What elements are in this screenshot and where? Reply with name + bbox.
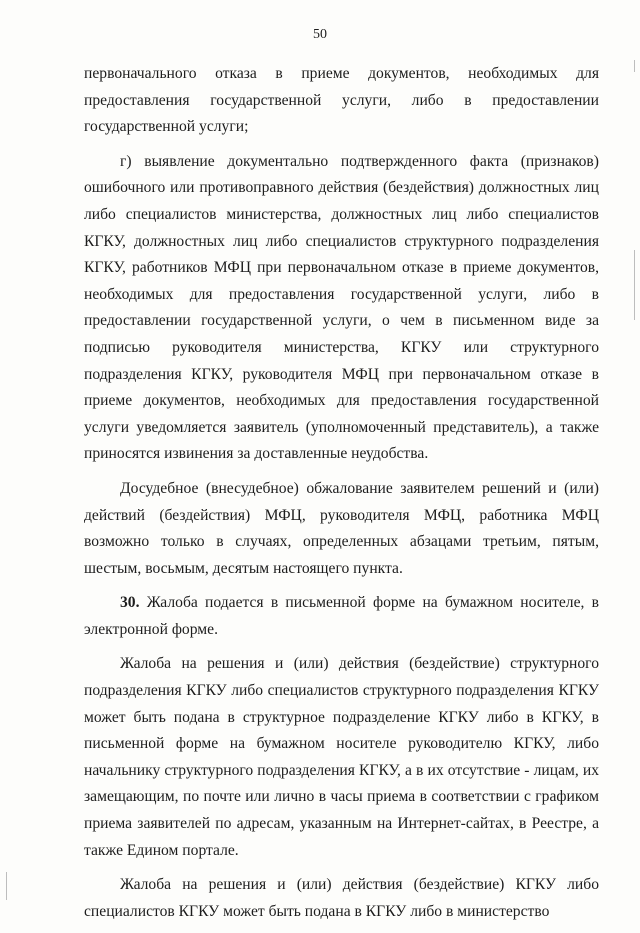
- scan-margin-mark: [6, 872, 7, 900]
- page-number: 50: [313, 27, 327, 42]
- clause-text: Жалоба подается в письменной форме на бумажном носителе, в электронной форме.: [84, 594, 599, 638]
- paragraph-complaint-kgku: Жалоба на решения и (или) действия (бездействие) КГКУ либо специалистов КГКУ может быть подана в КГКУ либо в министерство: [84, 876, 599, 920]
- paragraph-item-g: г) выявление документально подтвержденного факта (признаков) ошибочного или противоправного действия (бездействия) должностных лиц либо специалистов министерства, должностных лиц либо специалистов КГКУ, должностных лиц либо специалистов структурного подразделения КГКУ, работников МФЦ при первоначальном отказе в приеме документов, необходимых для предоставления государственной услуги, либо в предоставлении государственной услуги, о чем в письменном виде за подписью руководителя министерства, КГКУ или структурного подразделения КГКУ, руководителя МФЦ при первоначальном отказе в приеме документов, необходимых для предоставления государственной услуги уведомляется заявитель (уполномоченный представитель), а также приносятся извинения за доставленные неудобства.: [84, 152, 599, 463]
- paragraph-continuation: первоначального отказа в приеме документов, необходимых для предоставления государственной услуги, либо в предоставлении государственной услуги;: [84, 65, 599, 136]
- document-body: [84, 61, 599, 933]
- scan-margin-mark: [634, 250, 635, 320]
- paragraph-complaint-structural-unit: Жалоба на решения и (или) действия (бездействие) структурного подразделения КГКУ либо специалистов структурного подразделения КГКУ может быть подана в структурное подразделение КГКУ либо в КГКУ, в письменной форме на бумажном носителе руководителю КГКУ, либо начальнику структурного подразделения КГКУ, а в их отсутствие - лицам, их замещающим, по почте или лично в часы приема в соответствии с графиком приема заявителей по адресам, указанным на Интернет-сайтах, в Реестре, а также Едином портале.: [84, 655, 599, 859]
- paragraph-pretrial-appeal: Досудебное (внесудебное) обжалование заявителем решений и (или) действий (бездействия) МФЦ, руководителя МФЦ, работника МФЦ возможно только в случаях, определенных абзацами третьим, пятым, шестым, восьмым, десятым настоящего пункта.: [84, 479, 599, 577]
- scan-margin-mark: [634, 60, 635, 72]
- clause-30: [84, 590, 599, 643]
- clause-number: 30.: [120, 594, 140, 612]
